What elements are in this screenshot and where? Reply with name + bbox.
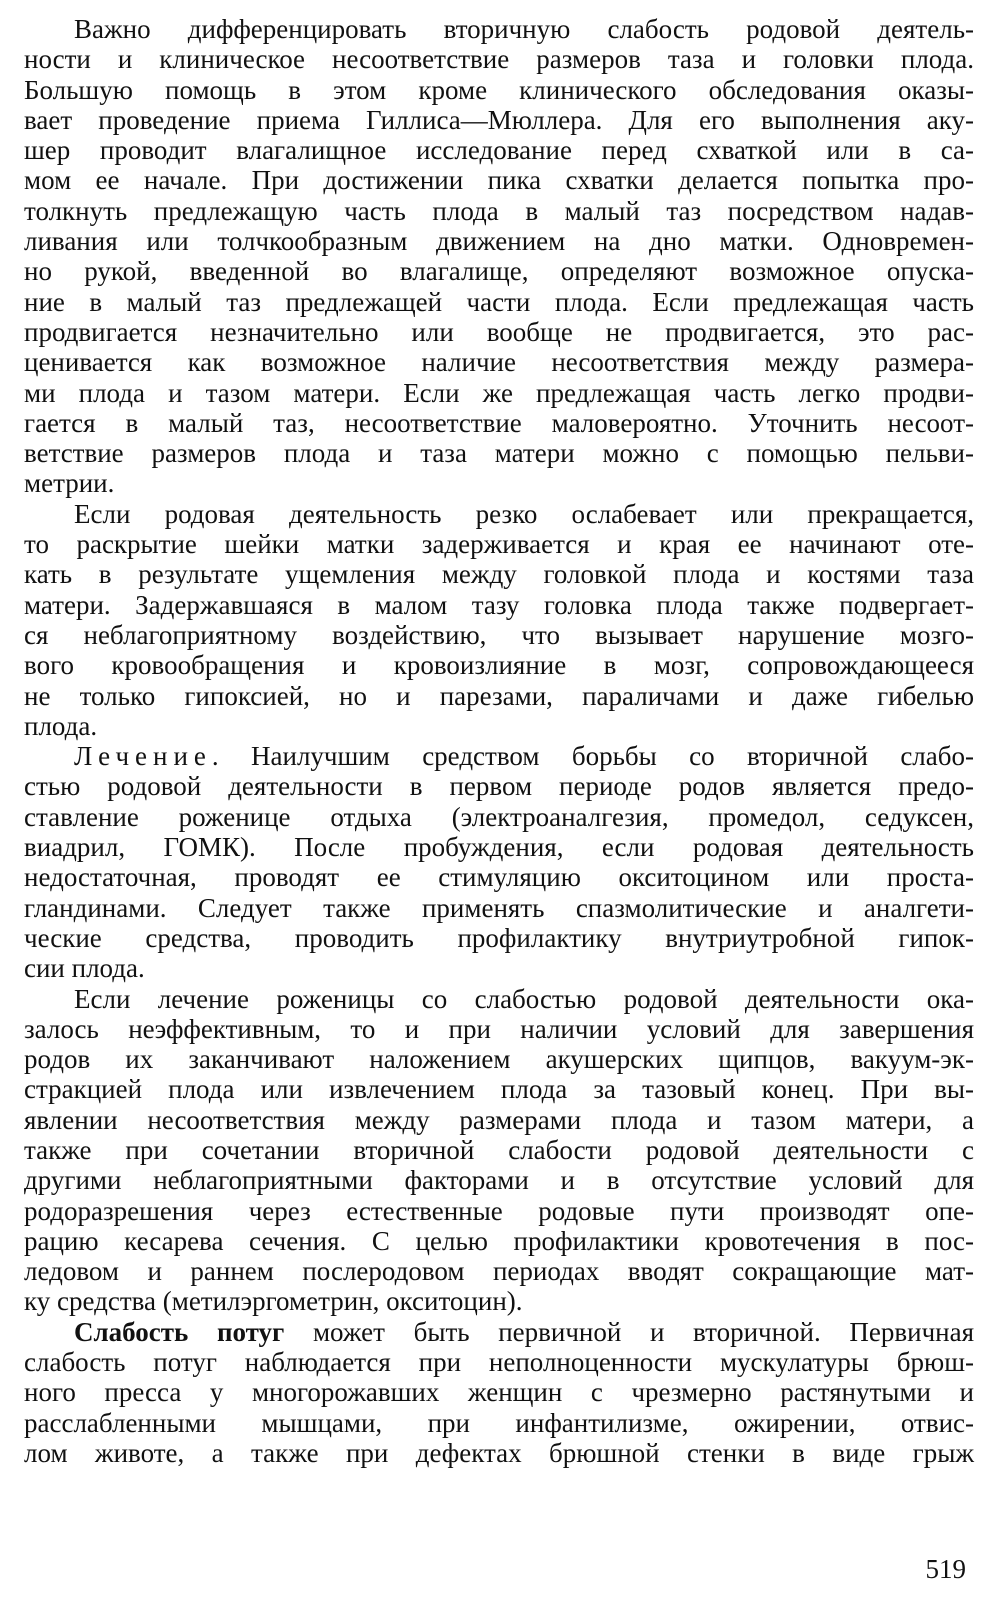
text-line: матери. Задержавшаяся в малом тазу головка плода также подвергает- — [24, 589, 974, 620]
text-line: то раскрытие шейки матки задерживается и края ее начинают оте- — [24, 529, 974, 560]
text-line: гландинами. Следует также применять спазмолитические и аналгети- — [24, 892, 974, 923]
paragraph-treatment — [24, 741, 974, 983]
text-line: мом ее начале. При достижении пика схватки делается попытка про- — [24, 165, 974, 196]
text-line: ние в малый таз предлежащей части плода. Если предлежащая часть — [24, 286, 974, 317]
text-line: ми плода и тазом матери. Если же предлежащая часть легко продви- — [24, 377, 974, 408]
text-line: метрии. — [24, 468, 115, 499]
text-line: продвигается незначительно или вообще не продвигается, это рас- — [24, 316, 974, 347]
text-line: недостаточная, проводят ее стимуляцию окситоцином или проста- — [24, 862, 974, 893]
text-line — [24, 1317, 974, 1347]
text-line: плода. — [24, 710, 98, 741]
text-line: ледовом и раннем послеродовом периодах вводят сокращающие мат- — [24, 1256, 974, 1287]
text-line: ставление роженице отдыха (электроаналгезия, промедол, седуксен, — [24, 801, 974, 832]
text-line: вает проведение приема Гиллиса—Мюллера. Для его выполнения аку- — [24, 104, 974, 135]
text-fragment: может быть первичной и вторичной. Первичная — [284, 1316, 974, 1347]
text-line: кать в результате ущемления между головкой плода и костями таза — [24, 559, 974, 590]
text-line: Если лечение роженицы со слабостью родовой деятельности ока- — [74, 983, 974, 1014]
text-line: родоразрешения через естественные родовые пути производят опе- — [24, 1195, 974, 1226]
text-line: гается в малый таз, несоответствие маловероятно. Уточнить несоот- — [24, 407, 974, 438]
text-line: ного пресса у многорожавших женщин с чрезмерно растянутыми и — [24, 1377, 974, 1408]
text-line: шер проводит влагалищное исследование перед схваткой или в са- — [24, 135, 974, 166]
text-line — [24, 741, 974, 771]
section-lead-treatment: Лечение — [74, 741, 212, 772]
text-line: ности и клиническое несоответствие размеров таза и головки плода. — [24, 44, 974, 75]
text-line: расслабленными мышцами, при инфантилизме, ожирении, отвис- — [24, 1407, 974, 1438]
text-line: Большую помощь в этом кроме клинического обследования оказы- — [24, 74, 974, 105]
text-line: родов их заканчивают наложением акушерских щипцов, вакуум-эк- — [24, 1044, 974, 1075]
text-line: ливания или толчкообразным движением на дно матки. Одновремен- — [24, 226, 974, 257]
text-line: также при сочетании вторичной слабости родовой деятельности с — [24, 1134, 974, 1165]
text-line: лом животе, а также при дефектах брюшной стенки в виде грыж — [24, 1437, 974, 1468]
text-line: не только гипоксией, но и парезами, параличами и даже гибелью — [24, 680, 974, 711]
text-line: залось неэффективным, то и при наличии условий для завершения — [24, 1013, 974, 1044]
text-line: явлении несоответствия между размерами плода и тазом матери, а — [24, 1104, 974, 1135]
text-fragment: . Наилучшим средством борьбы со вторичной слабо- — [211, 741, 974, 772]
page-number: 519 — [925, 1554, 966, 1584]
paragraph-pushing-weakness — [24, 1317, 974, 1468]
text-line: толкнуть предлежащую часть плода в малый таз посредством надав- — [24, 195, 974, 226]
text-line: Важно дифференцировать вторичную слабость родовой деятель- — [74, 14, 974, 44]
text-line: Если родовая деятельность резко ослабевает или прекращается, — [74, 498, 974, 529]
book-page — [24, 14, 974, 1589]
text-line: вого кровообращения и кровоизлияние в мозг, сопровождающееся — [24, 650, 974, 681]
text-line: виадрил, ГОМК). После пробуждения, если родовая деятельность — [24, 832, 974, 863]
text-line: другими неблагоприятными факторами и в отсутствие условий для — [24, 1165, 974, 1196]
text-line: стью родовой деятельности в первом периоде родов является предо- — [24, 771, 974, 802]
text-line: рацию кесарева сечения. С целью профилактики кровотечения в пос- — [24, 1225, 974, 1256]
text-line: ся неблагоприятному воздействию, что вызывает нарушение мозго- — [24, 619, 974, 650]
text-line: ветствие размеров плода и таза матери можно с помощью пельви- — [24, 438, 974, 469]
paragraph-complications — [24, 499, 974, 741]
text-line: но рукой, введенной во влагалище, определяют возможное опуска- — [24, 256, 974, 287]
text-line: сии плода. — [24, 953, 145, 984]
text-line: ческие средства, проводить профилактику внутриутробной гипок- — [24, 922, 974, 953]
paragraph-differentiation — [24, 14, 974, 499]
section-lead-pushing-weakness: Слабость потуг — [74, 1316, 285, 1347]
text-line: ценивается как возможное наличие несоответствия между размера- — [24, 347, 974, 378]
text-line: слабость потуг наблюдается при неполноценности мускулатуры брюш- — [24, 1347, 974, 1378]
paragraph-ineffective-treatment — [24, 984, 974, 1317]
text-line: стракцией плода или извлечением плода за тазовый конец. При вы- — [24, 1074, 974, 1105]
text-line: ку средства (метилэргометрин, окситоцин). — [24, 1286, 523, 1317]
